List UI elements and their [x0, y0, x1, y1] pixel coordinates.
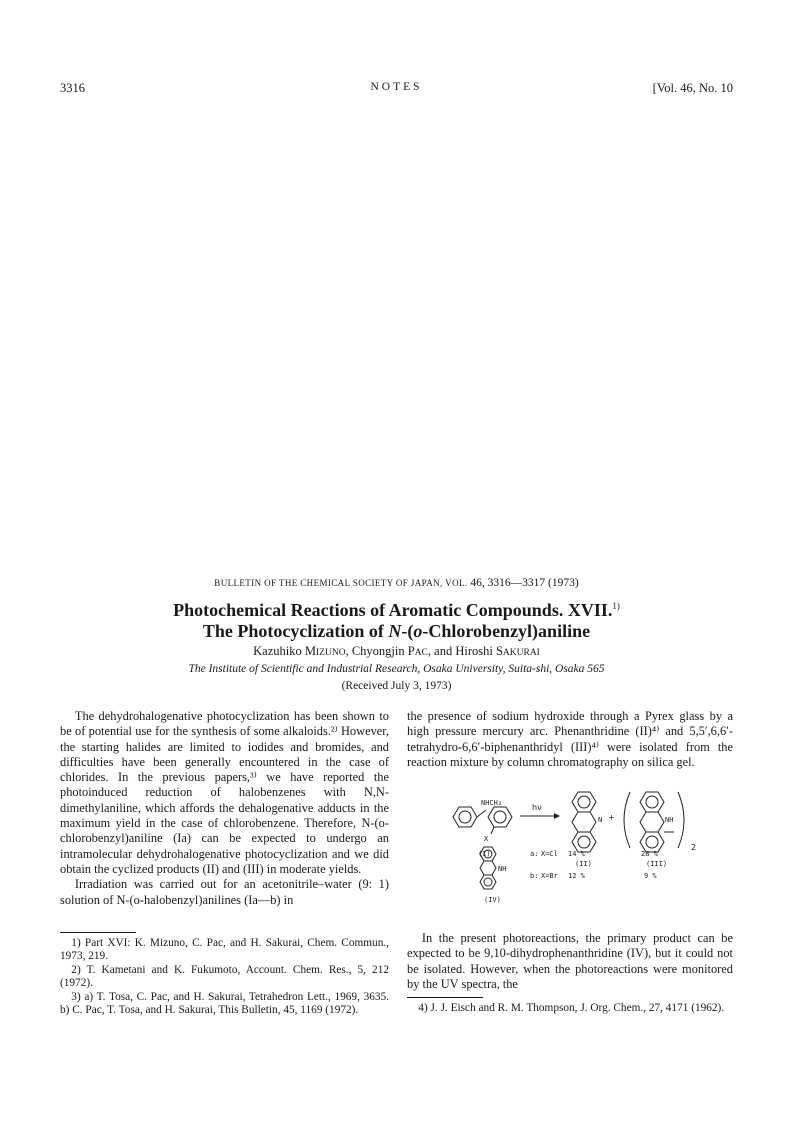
- footnote: 4) J. J. Eisch and R. M. Thompson, J. Org. Chem., 27, 4171 (1962).: [418, 1002, 725, 1014]
- arrow-head-icon: [554, 813, 560, 819]
- footnote: 1) Part XVI: K. Mizuno, C. Pac, and H. Sakurai, Chem. Commun., 1973, 219.: [60, 937, 389, 962]
- volume-label: [Vol. 46, No. 10: [652, 81, 733, 95]
- author-2-first: Chyongjin: [351, 644, 405, 658]
- article-title: [0, 596, 793, 642]
- body-paragraph: Irradiation was carried out for an acetonitrile–water (9: 1) solution of N-(o-halobenzyl)anilines (Ia—b) in: [60, 877, 389, 907]
- row-a-yield-II: 14 %: [568, 850, 585, 858]
- body-left-column: [60, 709, 389, 908]
- row-b-tag: b:: [530, 872, 539, 880]
- footnote: 3) a) T. Tosa, C. Pac, and H. Sakurai, Tetrahedron Lett., 1969, 3635. b) C. Pac, T. Tosa, and H. Sakurai, This Bulletin, 45, 1169 (1972).: [60, 991, 389, 1016]
- author-3-first: Hiroshi: [455, 644, 493, 658]
- title-line-2-post: -Chlorobenzyl)aniline: [422, 621, 591, 641]
- author-3-last-cap: S: [495, 644, 503, 658]
- label-subscript-2: 2: [691, 843, 697, 852]
- body-right-column-top: [407, 709, 733, 770]
- row-a-yield-III: 28 %: [641, 850, 658, 858]
- label-x: X: [484, 835, 489, 843]
- author-2-last: [408, 644, 428, 658]
- row-b-x: X=Br: [541, 872, 558, 880]
- footnote: 2) T. Kametani and K. Fukumoto, Account. Chem. Res., 5, 212 (1972).: [60, 964, 389, 989]
- footnote-rule: [60, 932, 136, 933]
- institution: The Institute of Scientific and Industrial Research, Osaka University, Suita-shi, Osaka 565: [188, 663, 605, 675]
- author-and: and: [434, 644, 453, 658]
- section-label: NOTES: [370, 81, 423, 93]
- plus-sign: +: [608, 813, 615, 822]
- title-line-2-n: N: [388, 621, 402, 641]
- page-number: 3316: [60, 81, 85, 95]
- row-a-x: X=Cl: [541, 850, 558, 858]
- author-sep-2: ,: [427, 644, 432, 658]
- author-1-first: Kazuhiko: [253, 644, 302, 658]
- label-compound-II: (II): [575, 860, 592, 868]
- row-b-yield-III: 9 %: [644, 872, 657, 880]
- title-line-2-pre: The Photocyclization of: [202, 621, 389, 641]
- compound-II-structure: [572, 792, 596, 852]
- author-2-last-cap: P: [407, 644, 415, 658]
- author-1-last: [305, 644, 346, 658]
- label-nh-iv: NH: [498, 865, 507, 873]
- author-2-last-rest: AC: [414, 648, 428, 658]
- author-sep-1: ,: [345, 644, 349, 658]
- arrow-label-hv: hν: [532, 803, 542, 812]
- author-list: [0, 644, 793, 659]
- body-paragraph: The dehydrohalogenative photocyclization has been shown to be of potential use for the synthesis of some alkaloids.²⁾ However, the starting halides are limited to iodides and bromides, and difficulties have been generally encountered in the case of chlorides. In the previous papers,³⁾ we have reported the photoinduced reduction of halobenzenes with N,N-dimethylaniline, which affords the dehalogenative adducts in the maximum yield in the case of chlorobenzene. Therefore, N-(o-chlorobenzyl)aniline (Ia) can be expected to undergo an intramolecular dehydrohalogenative photocyclization and we did obtain the cyclized products (II) and (III) in moderate yields.: [60, 709, 389, 876]
- compound-III-structure: [624, 792, 684, 852]
- label-compound-III: (III): [646, 860, 668, 868]
- compound-I-structure: [453, 807, 512, 834]
- footnotes-right: [407, 1002, 733, 1016]
- label-compound-I: (I): [478, 850, 491, 858]
- received-date: (Received July 3, 1973): [341, 680, 452, 692]
- label-compound-IV: (IV): [484, 896, 501, 904]
- title-footnote-mark: 1): [612, 601, 620, 611]
- reaction-scheme: [448, 790, 728, 915]
- title-line-2-o: o: [413, 621, 423, 641]
- footnote-rule: [407, 997, 483, 998]
- row-b-yield-II: 12 %: [568, 872, 585, 880]
- author-1-last-rest: IZUNO: [316, 648, 346, 658]
- footnotes-left: [60, 937, 389, 1018]
- label-nhch2: NHCH₂: [481, 799, 503, 807]
- body-paragraph: the presence of sodium hydroxide through a Pyrex glass by a high pressure mercury arc. Phenanthridine (II)⁴⁾ and 5,5′,6,6′-tetrahydro-6,6′-biphenanthridyl (III)⁴⁾ were isolated from the reaction mixture by column chromatography on silica gel.: [407, 709, 733, 769]
- journal-citation: [0, 577, 793, 589]
- author-1-last-cap: M: [304, 644, 316, 658]
- title-line-1: Photochemical Reactions of Aromatic Compounds. XVII.: [173, 600, 613, 620]
- label-n: N: [598, 816, 603, 824]
- author-3-last: [496, 644, 540, 658]
- journal-pages: 46, 3316—3317 (1973): [470, 577, 579, 589]
- author-3-last-rest: AKURAI: [502, 648, 540, 658]
- body-right-column-bottom: [407, 931, 733, 992]
- body-paragraph: In the present photoreactions, the primary product can be expected to be 9,10-dihydrophenanthridine (IV), but it could not be isolated. However, when the photoreactions were monitored by the UV spectra, the: [407, 931, 733, 991]
- label-nh: NH: [665, 816, 674, 824]
- title-line-2-mid: -(: [401, 621, 414, 641]
- row-a-tag: a:: [530, 850, 539, 858]
- journal-name: BULLETIN OF THE CHEMICAL SOCIETY OF JAPAN, VOL.: [214, 578, 468, 588]
